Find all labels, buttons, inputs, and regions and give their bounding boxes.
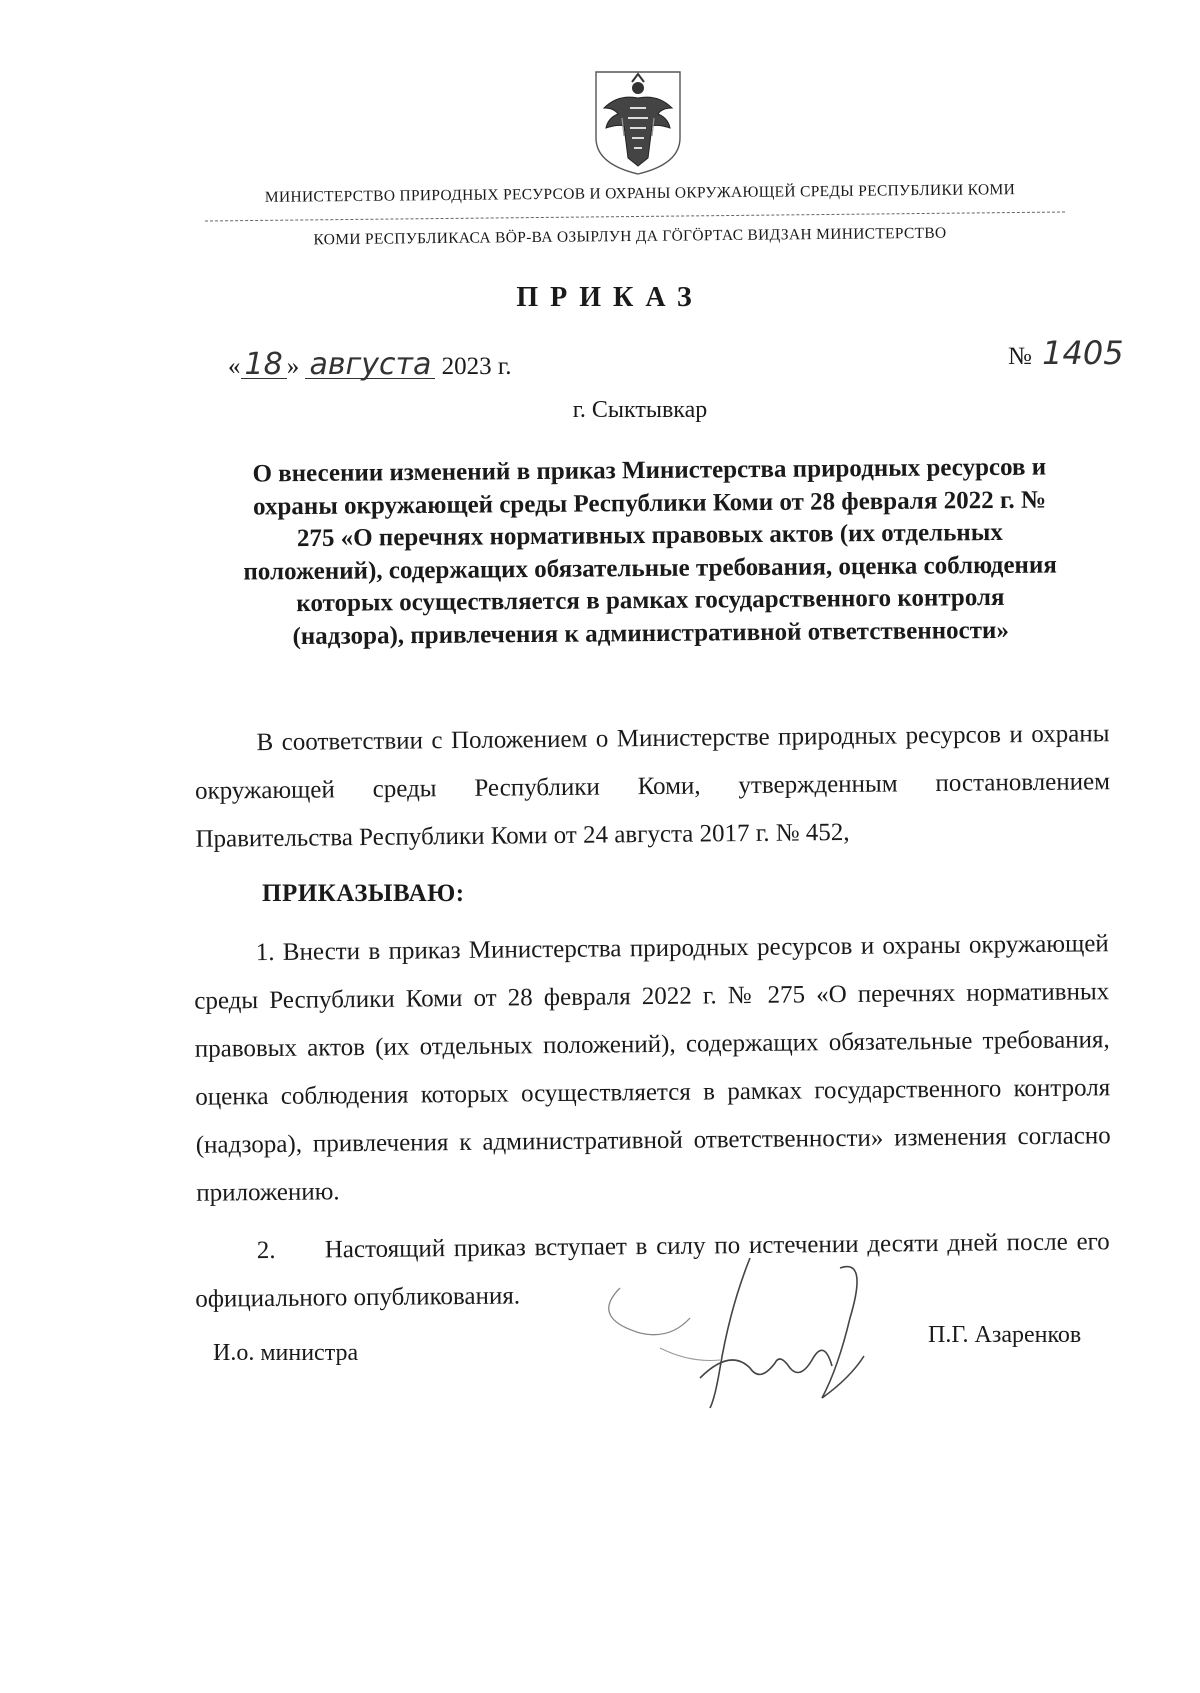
date-year: 2023 г. <box>441 353 512 380</box>
order-number <box>1008 334 1128 372</box>
date-open-quote: « <box>228 353 241 380</box>
document-title: ПРИКАЗ <box>516 282 704 313</box>
city: г. Сыктывкар <box>572 397 708 423</box>
header-divider <box>205 211 1065 221</box>
date-day-handwritten: 18 <box>241 352 287 379</box>
ministry-name-russian: МИНИСТЕРСТВО ПРИРОДНЫХ РЕСУРСОВ И ОХРАНЫ ОКРУЖАЮЩЕЙ СРЕДЫ РЕСПУБЛИКИ КОМИ <box>264 181 1016 206</box>
ministry-name-komi: КОМИ РЕСПУБЛИКАСА ВӦР-ВА ОЗЫРЛУН ДА ГӦГӦРТАС ВИДЗАН МИНИСТЕРСТВО <box>313 224 947 249</box>
order-word: ПРИКАЗЫВАЮ: <box>262 880 465 907</box>
item-text: Внести в приказ Министерства природных ресурсов и охраны окружающей среды Республики Коми от 28 февраля 2022 г. № 275 «О перечнях нормативных правовых актов (их отдельных положений), содержащих обязательные требования, оценка соблюдения которых осуществляется в рамках государственного контроля (надзора), привлечения к административной ответственности» изменения согласно приложению. <box>194 930 1111 1207</box>
item-number: 1. <box>255 938 275 967</box>
order-subject: О внесении изменений в приказ Министерства природных ресурсов и охраны окружающей среды Республики Коми от 28 февраля 2022 г. № 275 «О перечнях нормативных правовых актов (их отдельных положений), содержащих обязательные требования, оценка соблюдения которых осуществляется в рамках государственного контроля (надзора), привлечения к административной ответственности» <box>243 453 1057 650</box>
number-label: № <box>1008 343 1032 370</box>
signatory-name: П.Г. Азаренков <box>928 1322 1082 1348</box>
order-item-1 <box>194 920 1112 1218</box>
date-close-quote: » <box>286 353 300 380</box>
preamble-text: В соответствии с Положением о Министерстве природных ресурсов и охраны окружающей среды Республики Коми, утвержденным постановлением Правительства Республики Коми от 24 августа 2017 г. № 452, <box>194 720 1111 853</box>
date-month-handwritten: августа <box>305 352 435 379</box>
coat-of-arms-komi-icon <box>588 68 688 178</box>
preamble-paragraph <box>194 710 1110 864</box>
item-number: 2. <box>256 1236 276 1265</box>
order-date <box>228 347 512 382</box>
handwritten-signature <box>600 1248 920 1448</box>
signatory-role: И.о. министра <box>213 1340 359 1366</box>
number-value-handwritten: 1405 <box>1042 334 1124 372</box>
item-text: Настоящий приказ вступает в силу по истечении десяти дней после его официального опубликования. <box>195 1228 1110 1313</box>
